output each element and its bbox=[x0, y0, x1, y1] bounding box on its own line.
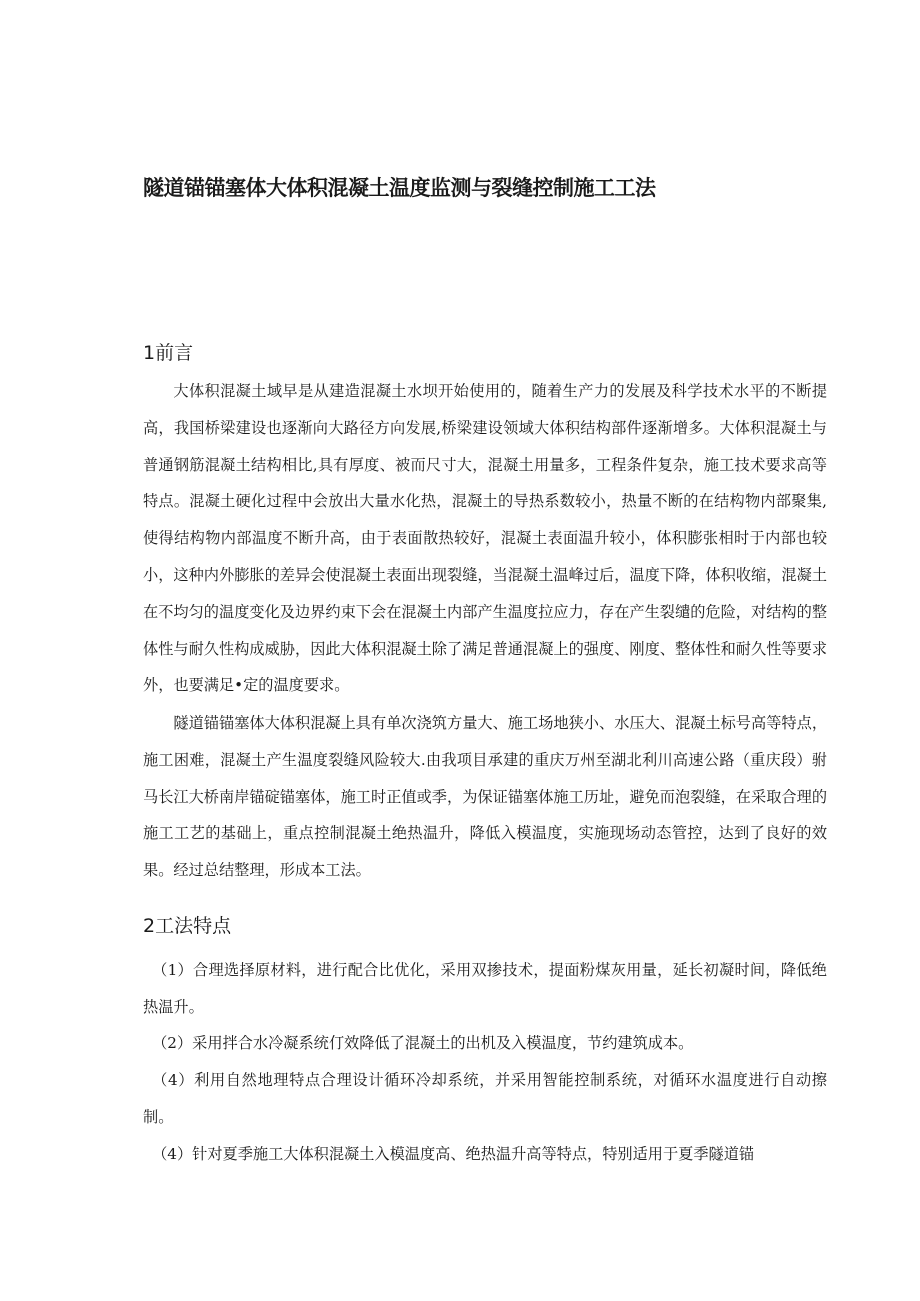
feature-item-4: （4）针对夏季施工大体积混凝土入模温度高、绝热温升高等特点，特别适用于夏季隧道锚 bbox=[152, 1145, 755, 1163]
feature-item-3: （4）利用自然地理特点合理设计循环冷却系统，并采用智能控制系统，对循环水温度进行自动擦制。 bbox=[143, 1071, 827, 1126]
section-heading-intro: 1前言 bbox=[143, 342, 194, 364]
document-title: 隧道锚锚塞体大体积混凝土温度监测与裂缝控制施工工法 bbox=[143, 176, 656, 200]
feature-item-2: （2）采用拌合水冷凝系统仃效降低了混凝土的出机及入模温度，节约建筑成本。 bbox=[152, 1034, 694, 1052]
intro-paragraph-1: 大体积混凝土域早是从建造混凝土水坝开始使用的，随着生产力的发展及科学技术水平的不断提高，我国桥梁建设也逐渐向大路径方向发展,桥梁建设领域大体积结构部件逐渐增多。大体积混凝土与普通钢筋混凝土结构相比,具有厚度、被而尺寸大，混凝土用量多，工程条件复杂，施工技术要求高等特点。混凝土硬化过程中会放出大量水化热，混凝土的导热系数较小，热量不断的在结构物内部聚集,使得结构物内部温度不断升高，由于表面散热较好，混凝土表面温升较小，体积膨张相时于内部也较小，这种内外膨胀的差异会使混凝土表面出现裂缝，当混凝土温峰过后，温度下降，体积收缩，混凝土在不均匀的温度变化及边界约束下会在混凝土内部产生温度拉应力，存在产生裂缱的危险，对结构的整体性与耐久性构成威胁，因此大体积混凝土除了满足普通混凝上的强度、刚度、整体性和耐久性等要求外，也要满足•定的温度要求。 bbox=[143, 382, 827, 695]
section-heading-features: 2工法特点 bbox=[143, 915, 232, 937]
intro-paragraph-2: 隧道锚锚塞体大体积混凝上具有单次浇筑方量大、施工场地狭小、水压大、混凝土标号高等特点，施工困难，混凝土产生温度裂缝风险较大.由我项目承建的重庆万州至湖北利川高速公路（重庆段）驸马长江大桥南岸锚碇锚塞体，施工时正值或季，为保证锚塞体施工历址，避免而泡裂缝，在采取合理的施工工艺的基础上，重点控制混凝土绝热温升，降低入模温度，实施现场动态管控，达到了良好的效果。经过总结整理，形成本工法。 bbox=[143, 714, 827, 880]
feature-item-1: （1）合理选择原材料，进行配合比优化，采用双掺技术，提面粉煤灰用量，延长初凝时间，降低绝热温升。 bbox=[143, 961, 827, 1016]
